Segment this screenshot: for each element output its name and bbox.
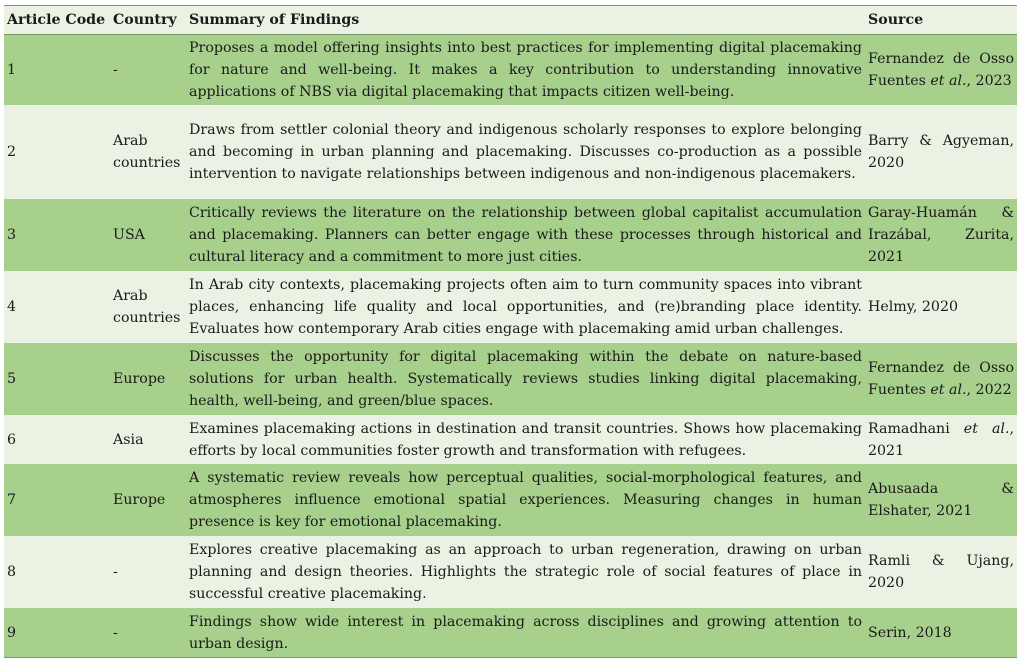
header-summary: Summary of Findings [186, 6, 865, 35]
summary: In Arab city contexts, placemaking projects often aim to turn community spaces into vibrant places, enhancing life quality and local opportunities, and (re)branding place identity. Evaluates how contemporary Arab cities engage with placemaking amid urban challenges. [186, 271, 865, 343]
summary: Explores creative placemaking as an approach to urban regeneration, drawing on urban planning and design theories. Highlights the strategic role of social features of place in successful creative placemaking. [186, 536, 865, 608]
summary: A systematic review reveals how perceptual qualities, social-morphological features, and atmospheres influence emotional spatial experiences. Measuring changes in human presence is key for emotional placemaking. [186, 464, 865, 536]
country: - [110, 536, 186, 608]
source-year: , 2023 [966, 73, 1012, 89]
source-text: Barry & Agyeman, 2020 [868, 133, 1014, 171]
source [865, 464, 1017, 536]
article-code: 5 [4, 343, 110, 415]
source-year: , 2021 [868, 420, 1014, 459]
summary: Findings show wide interest in placemaking across disciplines and growing attention to urban design. [186, 608, 865, 658]
source [865, 199, 1017, 271]
summary: Critically reviews the literature on the relationship between global capitalist accumulation and placemaking. Planners can better engage with these processes through historical and cultural literacy and a commitment to more just cities. [186, 199, 865, 271]
country: Arab countries [110, 105, 186, 199]
source [865, 343, 1017, 415]
source [865, 105, 1017, 199]
table-row [4, 35, 1017, 106]
table-row [4, 271, 1017, 343]
article-code: 9 [4, 608, 110, 658]
summary: Examines placemaking actions in destination and transit countries. Shows how placemaking efforts by local communities foster growth and transformation with refugees. [186, 415, 865, 464]
article-code: 3 [4, 199, 110, 271]
country: - [110, 608, 186, 658]
source-text: Ramadhani [868, 420, 964, 437]
source-etal: et al. [963, 420, 1010, 437]
source [865, 271, 1017, 343]
source [865, 35, 1017, 106]
summary: Draws from settler colonial theory and indigenous scholarly responses to explore belonging and becoming in urban planning and placemaking. Discusses co-production as a possible intervention to navigate relationships between indigenous and non-indigenous placemakers. [186, 105, 865, 199]
article-code: 4 [4, 271, 110, 343]
source-text: Fernandez de Osso Fuentes [868, 360, 1014, 398]
summary: Proposes a model offering insights into best practices for implementing digital placemaking for nature and well-being. It makes a key contribution to understanding innovative applications of NBS via digital placemaking that impacts citizen well-being. [186, 35, 865, 106]
header-source: Source [865, 6, 1017, 35]
source-text: Fernandez de Osso Fuentes [868, 51, 1014, 89]
summary: Discusses the opportunity for digital placemaking within the debate on nature-based solutions for urban health. Systematically reviews studies linking digital placemaking, health, well-being, and green/blue spaces. [186, 343, 865, 415]
country: - [110, 35, 186, 106]
table-row [4, 105, 1017, 199]
country: Asia [110, 415, 186, 464]
article-code: 8 [4, 536, 110, 608]
country: Arab countries [110, 271, 186, 343]
header-row [4, 6, 1017, 35]
country: Europe [110, 464, 186, 536]
source-text: Helmy, 2020 [868, 299, 959, 315]
header-country: Country [110, 6, 186, 35]
article-code: 2 [4, 105, 110, 199]
header-article-code: Article Code [4, 6, 110, 35]
source [865, 608, 1017, 658]
source-text: Serin, 2018 [868, 624, 952, 641]
table-row [4, 415, 1017, 464]
table-row [4, 608, 1017, 658]
article-code: 7 [4, 464, 110, 536]
article-code: 1 [4, 35, 110, 106]
country: Europe [110, 343, 186, 415]
source-etal: et al. [930, 73, 967, 89]
source [865, 415, 1017, 464]
source-etal: et al. [930, 382, 967, 398]
country: USA [110, 199, 186, 271]
source-year: , 2022 [966, 382, 1012, 398]
table-row [4, 343, 1017, 415]
table-row [4, 536, 1017, 608]
source [865, 536, 1017, 608]
source-text: Garay-Huamán & Irazábal, Zurita, 2021 [868, 205, 1014, 265]
findings-table [4, 5, 1017, 658]
table-row [4, 464, 1017, 536]
source-text: Ramli & Ujang, 2020 [868, 553, 1014, 591]
table-row [4, 199, 1017, 271]
source-text: Abusaada & Elshater, 2021 [868, 481, 1014, 519]
article-code: 6 [4, 415, 110, 464]
